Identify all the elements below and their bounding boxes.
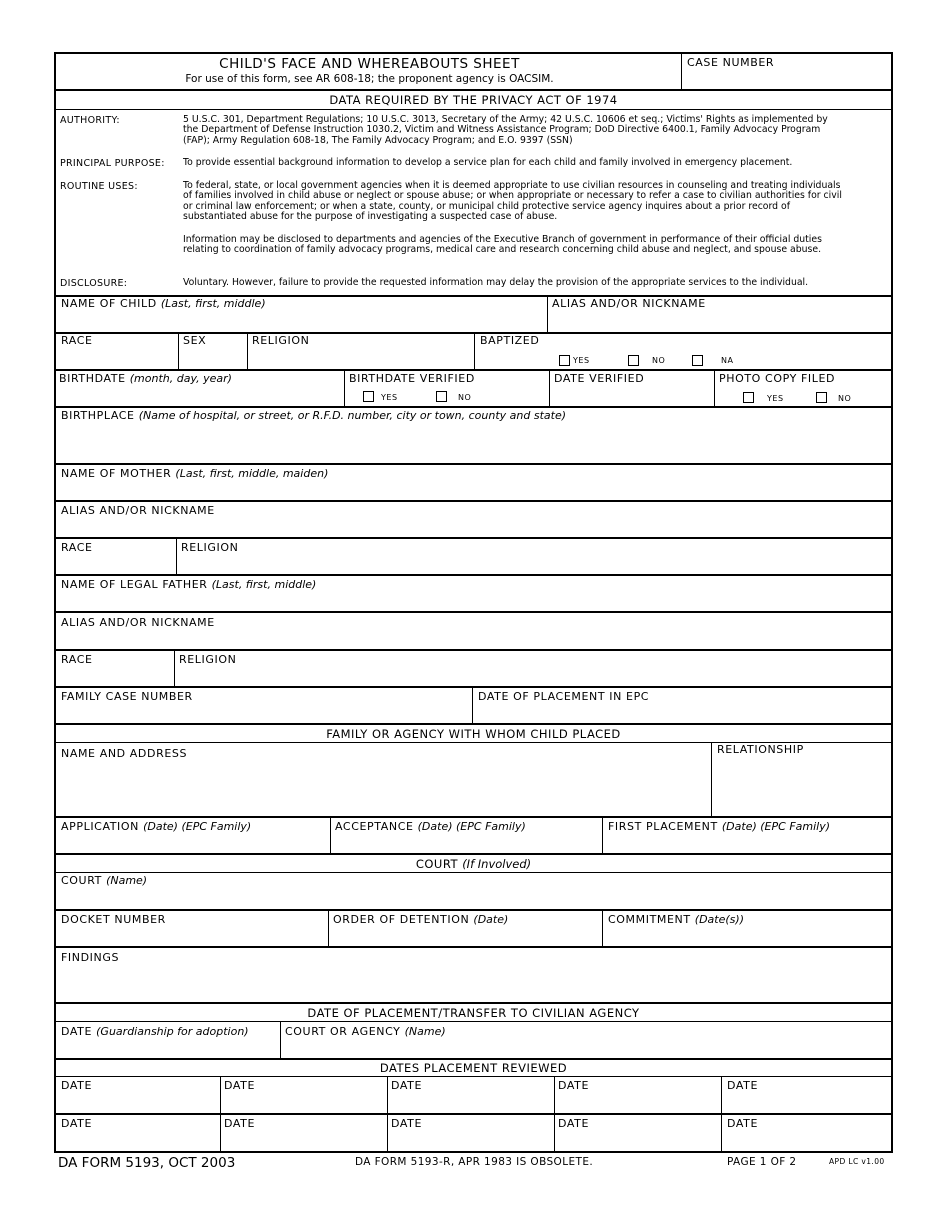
purpose-text: To provide essential background information to develop a service plan for each child and family involved in emergency placement. (183, 157, 793, 168)
relationship-label: RELATIONSHIP (717, 743, 804, 756)
father-race-label: RACE (61, 653, 93, 666)
birthdate-verified-no-label: NO (458, 393, 472, 402)
court-name-label: COURT (Name) (61, 874, 148, 887)
version-label: APD LC v1.00 (829, 1157, 885, 1166)
child-religion-label: RELIGION (252, 334, 310, 347)
baptized-na-checkbox[interactable] (692, 355, 703, 366)
birthdate-verified-yes-checkbox[interactable] (363, 391, 374, 402)
review-date-label: DATE (391, 1079, 423, 1092)
review-date-label: DATE (558, 1117, 590, 1130)
disclosure-text: Voluntary. However, failure to provide the requested information may delay the provision of the appropriate services to the individual. (183, 277, 809, 288)
birthdate-verified-yes-label: YES (381, 393, 398, 402)
disclosure-label: DISCLOSURE: (60, 278, 128, 289)
baptized-yes-checkbox[interactable] (559, 355, 570, 366)
baptized-label: BAPTIZED (480, 334, 540, 347)
child-name-label: NAME OF CHILD (Last, first, middle) (61, 297, 266, 310)
father-religion-label: RELIGION (179, 653, 237, 666)
routine-uses-text-2: Information may be disclosed to departments and agencies of the Executive Branch of government in performance of their official duties relating to coordination of family advocacy programs, medical care and research concerning child abuse and neglect, and spouse abuse. (183, 234, 822, 256)
photo-copy-yes-label: YES (767, 394, 784, 403)
page-number: PAGE 1 OF 2 (727, 1156, 797, 1168)
placement-date-epc-label: DATE OF PLACEMENT IN EPC (478, 690, 650, 703)
application-label: APPLICATION (Date) (EPC Family) (61, 820, 252, 833)
birthplace-label: BIRTHPLACE (Name of hospital, or street, or R.F.D. number, city or town, county and state) (61, 409, 567, 422)
photo-copy-no-checkbox[interactable] (816, 392, 827, 403)
baptized-yes-label: YES (573, 356, 590, 365)
routine-uses-text-1: To federal, state, or local government agencies when it is deemed appropriate to use civilian resources in counseling and treating individuals of families involved in child abuse or neglect or spouse abuse; or when appropriate or necessary to refer a case to civilian authorities for civil or criminal law enforcement; or when a state, county, or municipal child protective service agency inquires about a prior record of substantiated abuse for the purpose of investigating a suspected case of abuse. (183, 180, 842, 223)
authority-label: AUTHORITY: (60, 115, 120, 126)
case-number-field[interactable] (682, 70, 891, 89)
obsolete-notice: DA FORM 5193-R, APR 1983 IS OBSOLETE. (355, 1156, 594, 1168)
case-number-label: CASE NUMBER (687, 56, 775, 69)
review-date-label: DATE (224, 1079, 256, 1092)
transfer-heading: DATE OF PLACEMENT/TRANSFER TO CIVILIAN AGENCY (307, 1006, 640, 1020)
first-placement-label: FIRST PLACEMENT (Date) (EPC Family) (608, 820, 831, 833)
baptized-na-label: NA (721, 356, 734, 365)
family-case-number-label: FAMILY CASE NUMBER (61, 690, 193, 703)
findings-field[interactable] (56, 948, 891, 1002)
birthdate-verified-no-checkbox[interactable] (436, 391, 447, 402)
review-date-label: DATE (61, 1079, 93, 1092)
photo-copy-no-label: NO (838, 394, 852, 403)
reviews-heading: DATES PLACEMENT REVIEWED (379, 1061, 568, 1075)
father-alias-label: ALIAS AND/OR NICKNAME (61, 616, 215, 629)
birthdate-label: BIRTHDATE (month, day, year) (59, 372, 232, 385)
purpose-label: PRINCIPAL PURPOSE: (60, 158, 165, 169)
findings-label: FINDINGS (61, 951, 120, 964)
acceptance-label: ACCEPTANCE (Date) (EPC Family) (335, 820, 526, 833)
baptized-no-checkbox[interactable] (628, 355, 639, 366)
photo-copy-filed-label: PHOTO COPY FILED (719, 372, 836, 385)
authority-text: 5 U.S.C. 301, Department Regulations; 10 U.S.C. 3013, Secretary of the Army; 42 U.S.C. 10606 et seq.; Victims' Rights as implemented by the Department of Defense Instruction 1030.2, Victim and Witness Assistance Program; DoD Directive 6400.1, Family Advocacy Program (FAP); Army Regulation 608-18, The Family Advocacy Program; and E.O. 9397 (SSN) (183, 114, 828, 146)
review-date-label: DATE (61, 1117, 93, 1130)
child-race-label: RACE (61, 334, 93, 347)
form-title: CHILD'S FACE AND WHEREABOUTS SHEET (219, 56, 520, 72)
order-of-detention-label: ORDER OF DETENTION (Date) (333, 913, 509, 926)
photo-copy-yes-checkbox[interactable] (743, 392, 754, 403)
court-heading: COURT (If Involved) (415, 857, 532, 871)
review-date-label: DATE (224, 1117, 256, 1130)
name-address-label: NAME AND ADDRESS (61, 747, 188, 760)
commitment-label: COMMITMENT (Date(s)) (608, 913, 744, 926)
baptized-no-label: NO (652, 356, 666, 365)
court-name-field[interactable] (56, 873, 891, 909)
placement-heading: FAMILY OR AGENCY WITH WHOM CHILD PLACED (326, 727, 621, 741)
review-date-label: DATE (727, 1079, 759, 1092)
form-frame (54, 52, 893, 1153)
date-verified-label: DATE VERIFIED (554, 372, 645, 385)
mother-alias-label: ALIAS AND/OR NICKNAME (61, 504, 215, 517)
guardianship-date-label: DATE (Guardianship for adoption) (61, 1025, 249, 1038)
child-alias-label: ALIAS AND/OR NICKNAME (552, 297, 706, 310)
mother-religion-label: RELIGION (181, 541, 239, 554)
birthdate-verified-label: BIRTHDATE VERIFIED (349, 372, 475, 385)
docket-number-label: DOCKET NUMBER (61, 913, 166, 926)
mother-race-label: RACE (61, 541, 93, 554)
child-sex-label: SEX (183, 334, 207, 347)
mother-name-label: NAME OF MOTHER (Last, first, middle, maiden) (61, 467, 329, 480)
privacy-heading: DATA REQUIRED BY THE PRIVACY ACT OF 1974 (329, 93, 618, 107)
review-date-label: DATE (391, 1117, 423, 1130)
review-date-label: DATE (558, 1079, 590, 1092)
court-or-agency-label: COURT OR AGENCY (Name) (285, 1025, 446, 1038)
form-subtitle: For use of this form, see AR 608-18; the proponent agency is OACSIM. (185, 73, 554, 85)
review-date-label: DATE (727, 1117, 759, 1130)
routine-uses-label: ROUTINE USES: (60, 181, 138, 192)
form-id: DA FORM 5193, OCT 2003 (58, 1155, 236, 1171)
father-name-label: NAME OF LEGAL FATHER (Last, first, middle) (61, 578, 317, 591)
